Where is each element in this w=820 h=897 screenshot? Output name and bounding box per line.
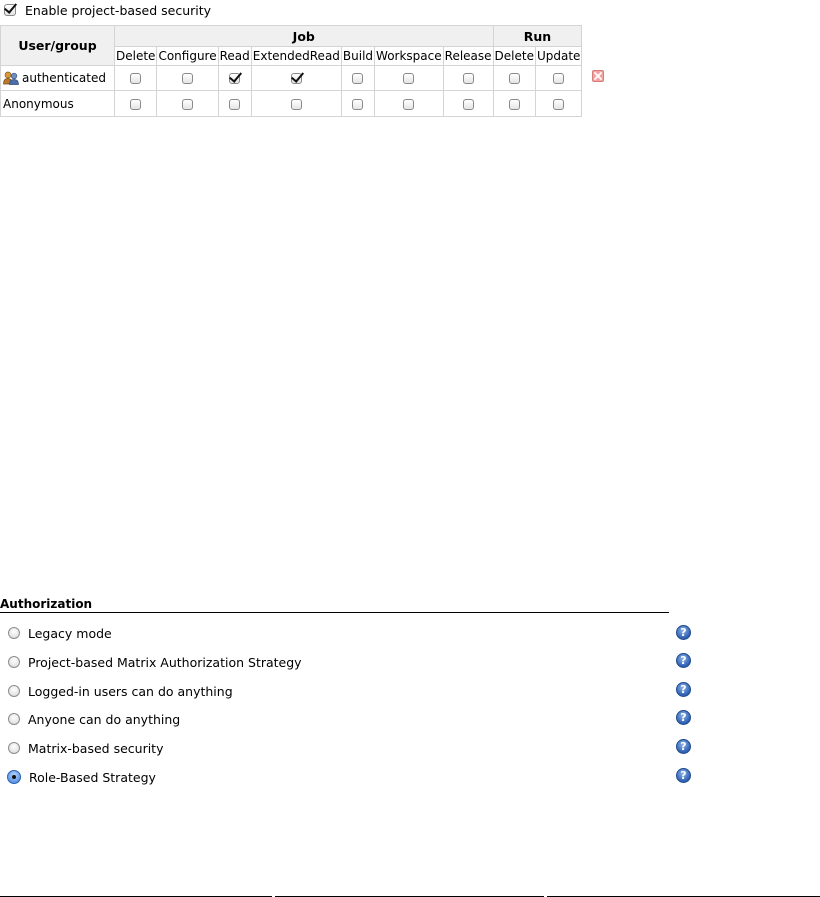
perm-header-job-delete: Delete — [115, 47, 157, 66]
perm-cell[interactable] — [443, 66, 493, 91]
perm-cell[interactable] — [535, 66, 581, 91]
help-icon[interactable]: ? — [676, 768, 691, 783]
enable-project-security-checkbox[interactable] — [4, 4, 16, 16]
matrix-row-authenticated — [1, 66, 582, 91]
auth-option-label: Matrix-based security — [28, 740, 164, 756]
help-icon[interactable]: ? — [676, 653, 691, 668]
perm-checkbox-authenticated-job-release[interactable] — [463, 73, 474, 84]
perm-cell[interactable] — [218, 91, 251, 117]
perm-checkbox-anonymous-job-build[interactable] — [352, 99, 363, 110]
auth-option-matrix-security[interactable] — [8, 740, 163, 756]
perm-cell[interactable] — [115, 66, 157, 91]
row-name: authenticated — [22, 70, 106, 85]
perm-cell[interactable] — [443, 91, 493, 117]
user-group-icon — [3, 71, 19, 85]
perm-cell[interactable] — [157, 66, 218, 91]
perm-checkbox-authenticated-job-workspace[interactable] — [403, 73, 414, 84]
auth-option-label: Anyone can do anything — [28, 711, 181, 727]
perm-header-job-release: Release — [443, 47, 493, 66]
auth-option-legacy-mode[interactable] — [8, 625, 112, 641]
matrix-row-anonymous — [1, 91, 582, 117]
help-icon[interactable]: ? — [676, 739, 691, 754]
auth-option-logged-in-users[interactable] — [8, 683, 233, 699]
radio-button[interactable] — [8, 685, 20, 697]
row-name: Anonymous — [3, 96, 74, 111]
row-user-anonymous — [1, 91, 115, 117]
perm-cell[interactable] — [341, 91, 374, 117]
perm-checkbox-anonymous-run-delete[interactable] — [509, 99, 520, 110]
remove-row-icon[interactable] — [592, 70, 604, 82]
auth-option-label: Legacy mode — [28, 625, 112, 641]
perm-checkbox-authenticated-job-read[interactable] — [229, 73, 240, 84]
radio-button[interactable] — [8, 713, 20, 725]
permission-matrix — [0, 25, 582, 117]
perm-cell[interactable] — [251, 91, 341, 117]
perm-header-run-update: Update — [535, 47, 581, 66]
enable-project-security[interactable] — [4, 2, 211, 18]
perm-checkbox-anonymous-job-release[interactable] — [463, 99, 474, 110]
perm-header-job-extendedread: ExtendedRead — [251, 47, 341, 66]
user-group-header: User/group — [1, 26, 115, 66]
radio-button[interactable] — [8, 627, 20, 639]
auth-option-project-matrix[interactable] — [8, 654, 302, 670]
auth-option-role-based[interactable] — [8, 769, 156, 785]
perm-header-job-build: Build — [341, 47, 374, 66]
help-icon[interactable]: ? — [676, 710, 691, 725]
perm-cell[interactable] — [375, 91, 444, 117]
radio-button[interactable] — [8, 656, 20, 668]
perm-cell[interactable] — [218, 66, 251, 91]
perm-checkbox-anonymous-job-configure[interactable] — [182, 99, 193, 110]
row-user-authenticated — [1, 66, 115, 91]
perm-header-job-read: Read — [218, 47, 251, 66]
help-icon[interactable]: ? — [676, 682, 691, 697]
perm-checkbox-anonymous-job-delete[interactable] — [130, 99, 141, 110]
group-header-run: Run — [493, 26, 582, 47]
perm-header-job-configure: Configure — [157, 47, 218, 66]
perm-cell[interactable] — [341, 66, 374, 91]
auth-option-label: Logged-in users can do anything — [28, 683, 233, 699]
perm-checkbox-anonymous-run-update[interactable] — [553, 99, 564, 110]
radio-button-selected[interactable] — [7, 770, 21, 784]
perm-checkbox-anonymous-job-workspace[interactable] — [403, 99, 414, 110]
perm-cell[interactable] — [493, 66, 535, 91]
perm-cell[interactable] — [157, 91, 218, 117]
enable-project-security-label: Enable project-based security — [25, 2, 212, 18]
perm-checkbox-authenticated-run-delete[interactable] — [509, 73, 520, 84]
radio-button[interactable] — [8, 742, 20, 754]
perm-checkbox-authenticated-job-delete[interactable] — [130, 73, 141, 84]
perm-cell[interactable] — [493, 91, 535, 117]
group-header-job: Job — [115, 26, 494, 47]
auth-option-label: Project-based Matrix Authorization Strategy — [28, 654, 302, 670]
authorization-section-title: Authorization — [0, 597, 669, 613]
auth-option-label: Role-Based Strategy — [29, 769, 156, 785]
perm-header-job-workspace: Workspace — [375, 47, 444, 66]
auth-option-anyone[interactable] — [8, 711, 180, 727]
close-icon — [594, 72, 602, 80]
perm-cell[interactable] — [535, 91, 581, 117]
perm-cell[interactable] — [251, 66, 341, 91]
perm-checkbox-authenticated-job-configure[interactable] — [182, 73, 193, 84]
perm-checkbox-authenticated-job-build[interactable] — [352, 73, 363, 84]
perm-checkbox-authenticated-run-update[interactable] — [553, 73, 564, 84]
perm-checkbox-anonymous-job-read[interactable] — [229, 99, 240, 110]
perm-header-run-delete: Delete — [493, 47, 535, 66]
perm-checkbox-anonymous-job-extendedread[interactable] — [291, 99, 302, 110]
help-icon[interactable]: ? — [676, 625, 691, 640]
perm-cell[interactable] — [375, 66, 444, 91]
perm-cell[interactable] — [115, 91, 157, 117]
perm-checkbox-authenticated-job-extendedread[interactable] — [291, 73, 302, 84]
